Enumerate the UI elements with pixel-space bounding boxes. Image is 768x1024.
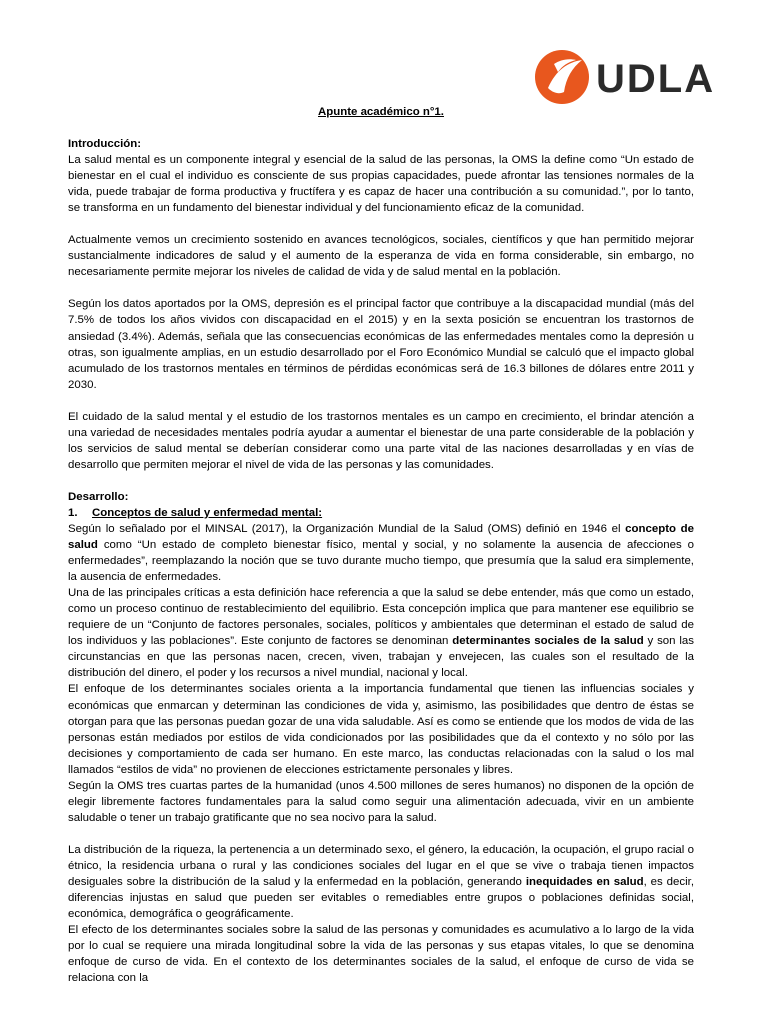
udla-logo (534, 48, 724, 106)
section-1-paragraph-6: El efecto de los determinantes sociales sobre la salud de las personas y comunidades es acumulativo a lo largo de la vida por lo cual se requiere una mirada longitudinal sobre la vida de las personas y sus etapas vitales, lo que se denomina enfoque de curso de vida. En el contexto de los determinantes sociales de la salud, el enfoque de curso de vida se relaciona con la (68, 924, 694, 985)
document-body (68, 104, 694, 986)
bold-term-concepto-de-salud: concepto de salud (68, 522, 694, 552)
section-1-paragraph-5: La distribución de la riqueza, la pertenencia a un determinado sexo, el género, la educación, la ocupación, el grupo racial o étnico, la residencia urbana o rural y las condiciones sociales del lugar en el que se vive o trabaja tienen impactos desiguales sobre la distribución de la salud y la enfermedad en la población, generando inequidades en salud, es decir, diferencias injustas en salud que pueden ser evitables o remediables entre grupos o poblaciones definidas social, económica, demográfica o geográficamente. (68, 843, 694, 921)
intro-paragraph-3: Según los datos aportados por la OMS, depresión es el principal factor que contribuye a la discapacidad mundial (más del 7.5% de todos los años vividos con discapacidad en el 2015) y en la sexta posición se encuentran los trastornos de ansiedad (3.4%). Además, señala que las consecuencias económicas de las enfermedades mentales como la depresión u otras, son igualmente amplias, en un estudio desarrollado por el Foro Económico Mundial se calculó que el impacto global acumulado de los trastornos mentales en términos de pérdidas económicas será de 16.3 billones de dólares entre 2011 y 2030. (68, 298, 694, 391)
section-1-paragraph-4: Según la OMS tres cuartas partes de la humanidad (unos 4.500 millones de seres humanos) no disponen de la opción de elegir libremente factores fundamentales para la salud como seguir una alimentación adecuada, vivir en un ambiente saludable o tener un trabajo gratificante que no sea nocivo para la salud. (68, 779, 694, 824)
intro-paragraph-1: La salud mental es un componente integral y esencial de la salud de las personas, la OMS la define como “Un estado de bienestar en el cual el individuo es consciente de sus propias capacidades, puede afrontar las tensiones normales de la vida, puede trabajar de forma productiva y fructífera y es capaz de hacer una contribución a su comunidad.”, por lo tanto, se transforma en un fundamento del bienestar individual y del funcionamiento eficaz de la comunidad. (68, 154, 694, 215)
logo-text: UDLA (596, 57, 716, 101)
section-1-paragraph-2: Una de las principales críticas a esta definición hace referencia a que la salud se debe entender, más que como un estado, como un proceso continuo de restablecimiento del equilibrio. Esta concepción implica que para mantener ese equilibrio se requiere de un “Conjunto de factores personales, sociales, políticos y ambientales que determinan el estado de salud de los individuos y las poblaciones”. Este conjunto de factores se denominan determinantes sociales de la salud y son las circunstancias en que las personas nacen, crecen, viven, trabajan y envejecen, las cuales son el resultado de la distribución del dinero, el poder y los recursos a nivel mundial, nacional y local. (68, 587, 694, 680)
intro-paragraph-4: El cuidado de la salud mental y el estudio de los trastornos mentales es un campo en crecimiento, el brindar atención a una variedad de necesidades mentales podría ayudar a aumentar el bienestar de una parte considerable de la población y los servicios de salud mental se deberían considerar como una parte vital de las naciones desarrolladas y en vías de desarrollo que permiten mejorar el nivel de vida de las personas y las comunidades. (68, 410, 694, 471)
intro-heading: Introducción: (68, 138, 142, 151)
section-1-paragraph-3: El enfoque de los determinantes sociales orienta a la importancia fundamental que tienen las influencias sociales y económicas que enmarcan y determinan las condiciones de vida y, asimismo, las posibilidades que dentro de éstas se otorgan para que las personas puedan gozar de una vida saludable. Así es como se entiende que los modos de vida de las personas están mediados por estilos de vida condicionados por las posibilidades que da el contexto y no sólo por las decisiones y comportamiento de cada ser humano. En este marco, las conductas relacionadas con la salud o los mal llamados “estilos de vida” no provienen de elecciones estrictamente personales y libres. (68, 683, 694, 776)
development-heading: Desarrollo: (68, 490, 129, 503)
bold-term-inequidades: inequidades en salud (525, 875, 644, 888)
intro-paragraph-2: Actualmente vemos un crecimiento sostenido en avances tecnológicos, sociales, científicos y que han permitido mejorar sustancialmente indicadores de salud y el aumento de la esperanza de vida en forma considerable, sin embargo, no necesariamente permite mejorar los niveles de calidad de vida y de salud mental en la población. (68, 234, 694, 279)
document-title: Apunte académico n°1. (318, 106, 444, 118)
section-1-title: Conceptos de salud y enfermedad mental: (92, 506, 323, 519)
section-1-paragraph-1: Según lo señalado por el MINSAL (2017), la Organización Mundial de la Salud (OMS) definió en 1946 el concepto de salud como “Un estado de completo bienestar físico, mental y social, y no solamente la ausencia de afecciones o enfermedades”, reemplazando la noción que se tuvo durante mucho tiempo, que presumía que la salud era simplemente, la ausencia de enfermedades. (68, 522, 694, 584)
section-1-number: 1. (68, 506, 78, 519)
bold-term-determinantes-sociales: determinantes sociales de la salud (452, 635, 644, 648)
section-1-heading (68, 505, 694, 521)
